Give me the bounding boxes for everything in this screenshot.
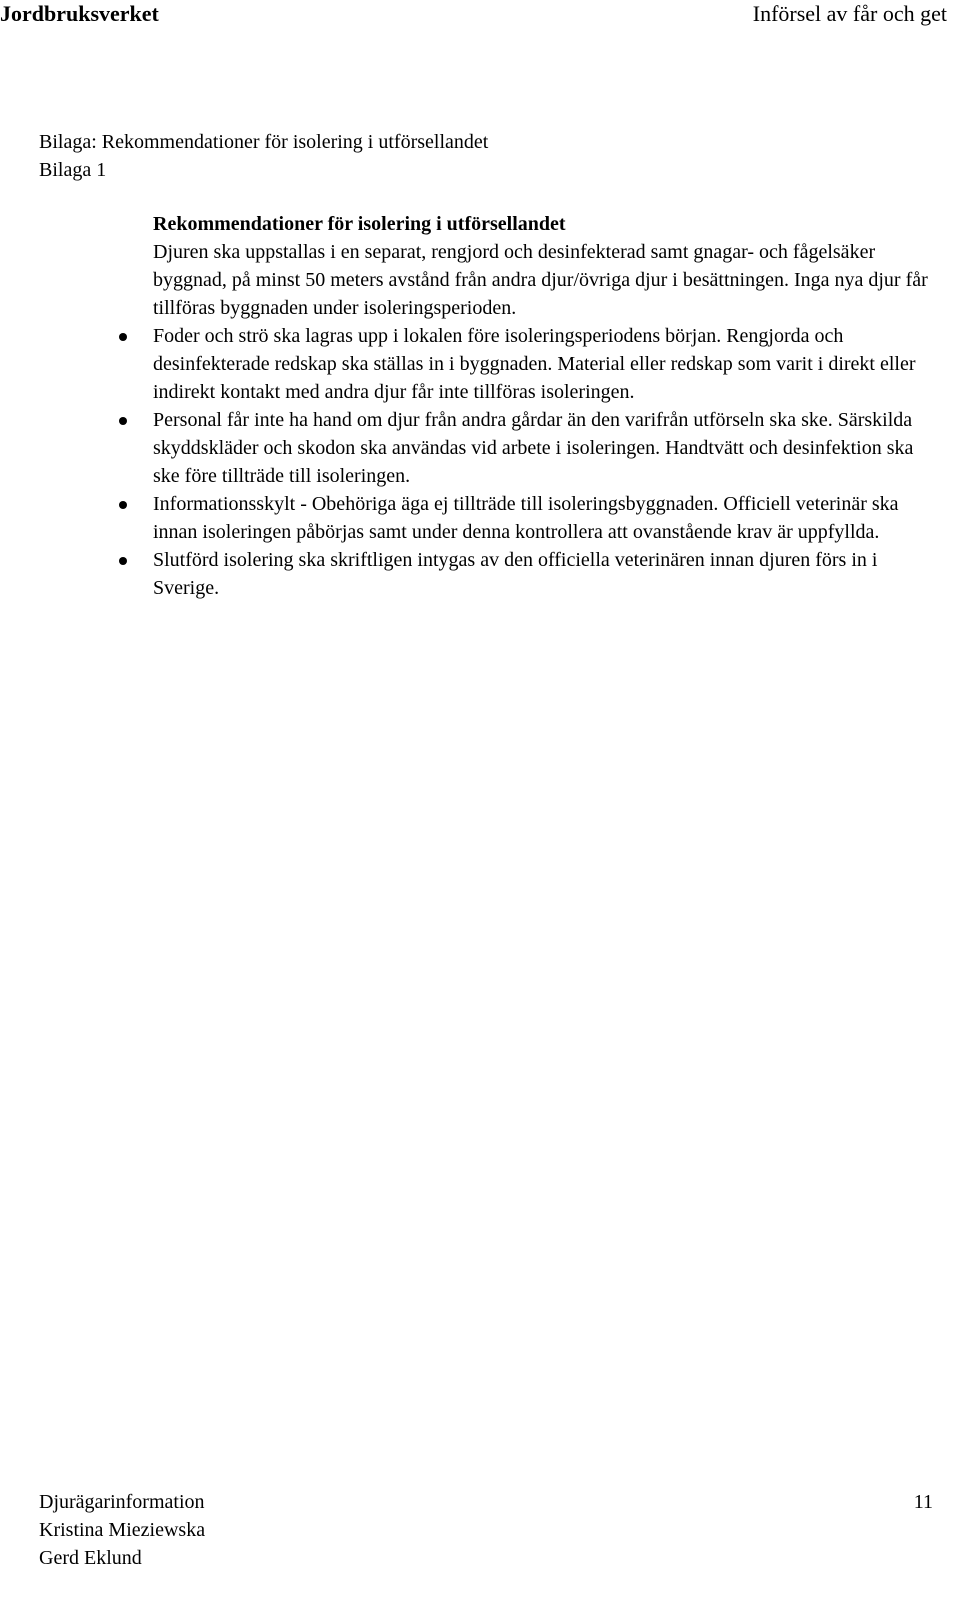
attachment-block xyxy=(39,128,488,184)
header-document-title: Införsel av får och get xyxy=(752,1,947,26)
page-footer xyxy=(39,1488,205,1572)
section-heading: Rekommendationer för isolering i utförsellandet xyxy=(153,213,566,235)
bullet-icon xyxy=(119,333,127,341)
section-intro: Djuren ska uppstallas i en separat, rengjord och desinfekterad samt gnagar- och fågelsäker byggnad, på minst 50 meters avstånd från andra djur/övriga djur i besättningen. Inga nya djur får tillföras byggnaden under isoleringsperioden. xyxy=(153,241,928,319)
list-item xyxy=(153,406,943,490)
header-organization: Jordbruksverket xyxy=(0,1,159,26)
bullet-icon xyxy=(119,557,127,565)
list-item xyxy=(153,322,943,406)
footer-line-2: Kristina Mieziewska xyxy=(39,1519,206,1541)
list-item-text: Informationsskylt - Obehöriga äga ej tillträde till isoleringsbyggnaden. Officiell veterinär ska innan isoleringen påbörjas samt under denna kontrollera att ovanstående krav är uppfyllda. xyxy=(153,493,899,543)
bullet-icon xyxy=(119,417,127,425)
section-content xyxy=(153,210,943,602)
footer-line-1: Djurägarinformation xyxy=(39,1491,205,1513)
recommendation-list xyxy=(153,322,943,602)
list-item-text: Foder och strö ska lagras upp i lokalen före isoleringsperiodens början. Rengjorda och desinfekterade redskap ska ställas in i byggnaden. Material eller redskap som varit i direkt eller indirekt kontakt med andra djur får inte tillföras isoleringen. xyxy=(153,325,916,403)
attachment-title: Bilaga: Rekommendationer för isolering i utförsellandet xyxy=(39,131,489,153)
list-item-text: Personal får inte ha hand om djur från andra gårdar än den varifrån utförseln ska ske. Särskilda skyddskläder och skodon ska användas vid arbete i isoleringen. Handtvätt och desinfektion ska ske före tillträde till isoleringen. xyxy=(153,409,914,487)
page-header xyxy=(0,0,960,32)
page-number: 11 xyxy=(913,1491,933,1513)
list-item xyxy=(153,490,943,546)
bullet-icon xyxy=(119,501,127,509)
footer-line-3: Gerd Eklund xyxy=(39,1547,142,1569)
attachment-number: Bilaga 1 xyxy=(39,159,107,181)
list-item-text: Slutförd isolering ska skriftligen intygas av den officiella veterinären innan djuren förs in i Sverige. xyxy=(153,549,878,599)
list-item xyxy=(153,546,943,602)
